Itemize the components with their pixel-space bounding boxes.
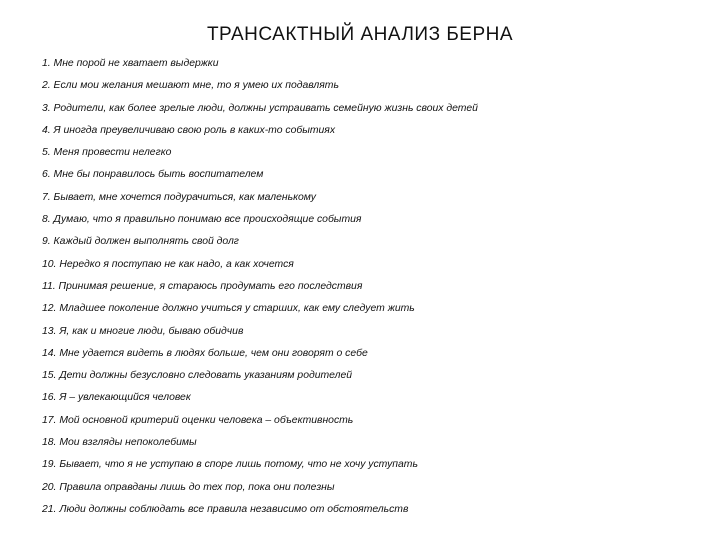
list-item: 1. Мне порой не хватает выдержки: [42, 58, 219, 69]
list-item: 14. Мне удается видеть в людях больше, чем они говорят о себе: [42, 347, 368, 359]
list-item: 17. Мой основной критерий оценки человека – объективность: [42, 414, 354, 426]
list-item: 16. Я – увлекающийся человек: [42, 392, 191, 404]
list-item: 12. Младшее поколение должно учиться у старших, как ему следует жить: [42, 303, 415, 315]
list-item: 4. Я иногда преувеличиваю свою роль в каких-то событиях: [42, 124, 336, 136]
list-item: 19. Бывает, что я не уступаю в споре лишь потому, что не хочу уступать: [42, 459, 418, 471]
list-item: 5. Меня провести нелегко: [42, 147, 172, 159]
list-item: 8. Думаю, что я правильно понимаю все происходящие события: [42, 214, 362, 226]
list-item: 9. Каждый должен выполнять свой долг: [42, 236, 239, 248]
list-item: 15. Дети должны безусловно следовать указаниям родителей: [42, 370, 353, 382]
list-item: 2. Если мои желания мешают мне, то я умею их подавлять: [42, 80, 339, 92]
list-item: 18. Мои взгляды непоколебимы: [42, 437, 197, 449]
list-item: 3. Родители, как более зрелые люди, должны устраивать семейную жизнь своих детей: [42, 102, 478, 114]
list-item: 7. Бывает, мне хочется подурачиться, как маленькому: [42, 191, 316, 203]
page-title: ТРАНСАКТНЫЙ АНАЛИЗ БЕРНА: [206, 24, 514, 45]
list-item: 21. Люди должны соблюдать все правила независимо от обстоятельств: [42, 503, 409, 515]
list-item: 10. Нередко я поступаю не как надо, а как хочется: [42, 258, 294, 270]
list-item: 13. Я, как и многие люди, бываю обидчив: [42, 325, 244, 337]
list-item: 11. Принимая решение, я стараюсь продумать его последствия: [42, 280, 363, 292]
questionnaire-list: [42, 53, 702, 521]
list-item: 6. Мне бы понравилось быть воспитателем: [42, 169, 264, 181]
list-item: 20. Правила оправданы лишь до тех пор, пока они полезны: [42, 481, 335, 493]
